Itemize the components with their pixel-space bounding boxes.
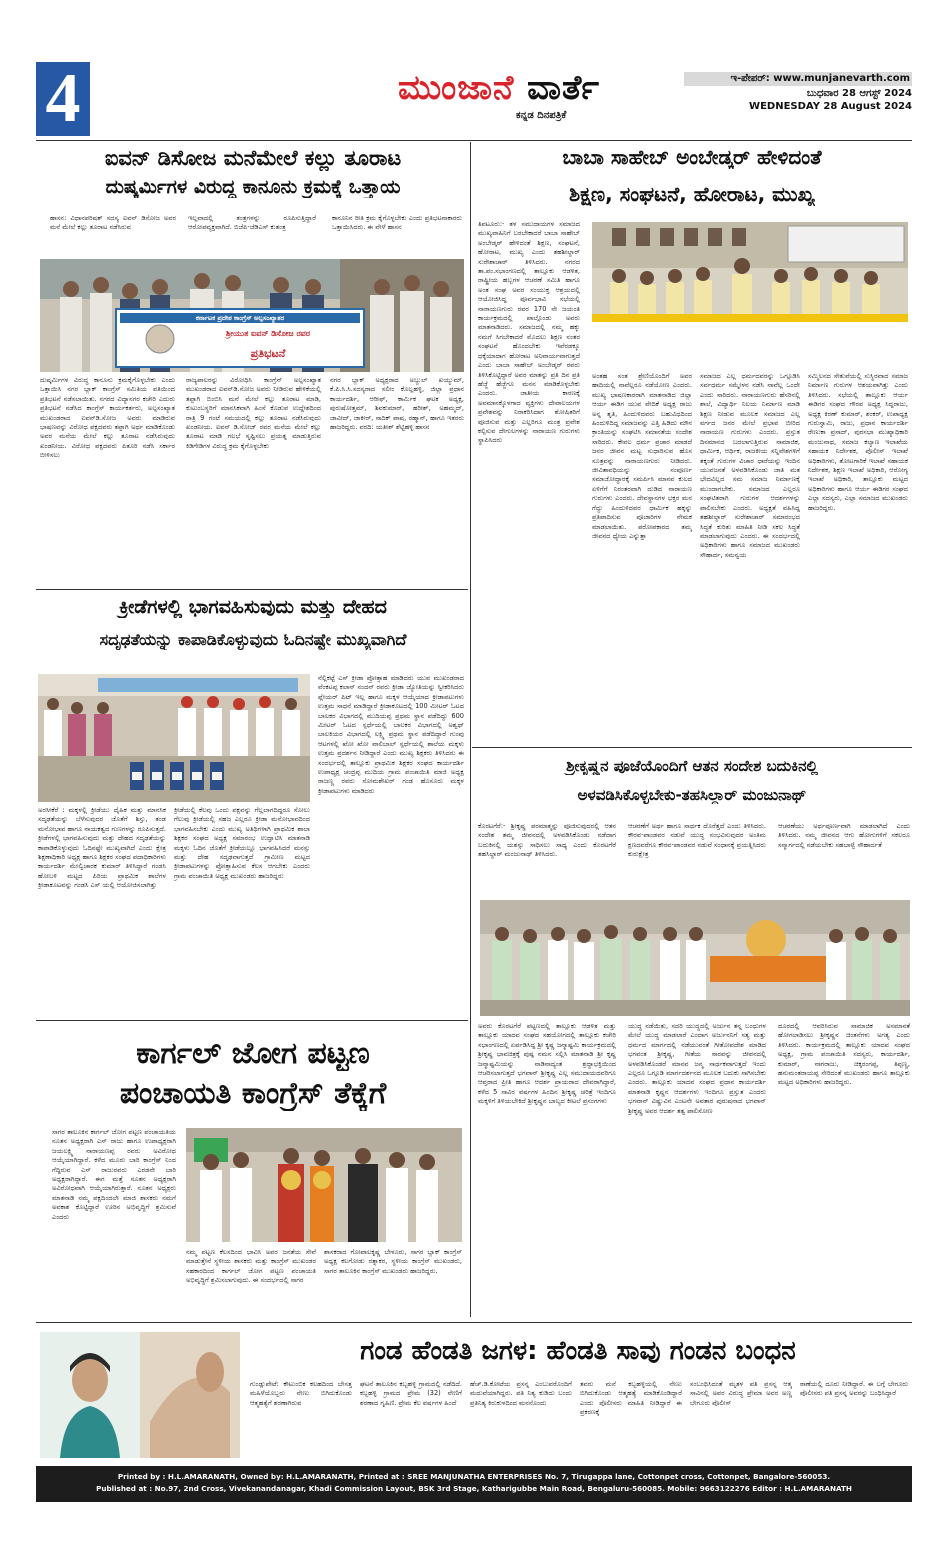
banner-line-3: ಪ್ರತಿಭಟನೆ: [250, 347, 286, 360]
masthead: [36, 60, 912, 138]
ivan-col-3: ಕಾನೂನಿನ ರೀತಿ ಕ್ರಮ ಕೈಗೊಳ್ಳಬೇಕು ಎಂದು ಪ್ರತಿಭಟನಾಕಾರರು ಒತ್ತಾಯಿಸಿದರು. ಈ ವೇಳೆ ಹಾಸನ: [332, 214, 462, 232]
sports-col-1: ನೆಲ್ಲಿಕಟ್ಟೆ ಎಸ್ ಕ್ರೀಡಾ ಪ್ರೋತ್ಸಾಹ ಮಾಡಿದರು ಯುವ ಮುಖಂಡರಾದ ವೆಂಕಟಪ್ಪ ಕಲಾನ್ ನಂದನ್ ರವರು ಕ್ರೀಡಾ ಜ್ಯೋತಿಯನ್ನು ಸ್ವೀಕರಿಸಿದರು ಪ್ಲೇಯರ್ ಪಿಟ್ ಇಲ್ಲ ಹಾಗೂ ಮಕ್ಕಳ ಆಯ್ಕೆಯಾದ ಕ್ರೀಡಾಪಟುಗಳು ಉತ್ತಮ ಸಾಧನೆ ಮಾಡಿದ್ದಾರೆ ಕ್ರೀಡಾಕೂಟದಲ್ಲಿ 100 ಮೀಟರ್ ಓಟದ ಬಾಲಕರ ವಿಭಾಗದಲ್ಲಿ ಮುದಿಯಪ್ಪ ಪ್ರಥಮ ಸ್ಥಾನ ಪಡೆದಿದ್ದು 600 ಮೀಟರ್ ಓಟದ ಸ್ಪರ್ಧೆಯಲ್ಲಿ ಬಾಲಕರ ವಿಭಾಗದಲ್ಲಿ ಅಶ್ವಥ್ ಬಾಲಕಿಯರ ವಿಭಾಗದಲ್ಲಿ ಲಕ್ಷ್ಮಿ ಪ್ರಥಮ ಸ್ಥಾನ ಪಡೆದಿದ್ದಾರೆ ಗುಂಪು ಆಟಗಳಲ್ಲಿ ಖೋ ಖೋ ವಾಲಿಬಾಲ್ ಸ್ಪರ್ಧೆಯಲ್ಲಿ ಶಾಲೆಯ ಮಕ್ಕಳು ಉತ್ತಮ ಪ್ರದರ್ಶನ ನೀಡಿದ್ದಾರೆ ಎಂದು ಮುಖ್ಯ ಶಿಕ್ಷಕರು ತಿಳಿಸಿದರು ಈ ಸಂದರ್ಭದಲ್ಲಿ ತಾಲ್ಲೂಕು ಪ್ರಾಥಮಿಕ ಶಿಕ್ಷಕರ ಸಂಘದ ಕಾರ್ಯದರ್ಶಿ ಉಪಾಧ್ಯಕ್ಷ ಚಂದ್ರಪ್ಪ ಮುದಿಯ ಗ್ರಾಮ ಪಂಚಾಯಿತಿ ಮಾಜಿ ಅಧ್ಯಕ್ಷ ರಾಜಣ್ಣ ರವರು ಸೋಮಶೇಖರ್ ಗಂಡ ಹೊಸೂರು ಮಕ್ಕಳ ಕ್ರೀಡಾಪಟುಗಳು ಮಾಡಿದರು: [318, 674, 464, 795]
sports-photo-graphic: [38, 674, 310, 802]
masthead-rule: [36, 140, 912, 141]
krishna-col-2: ಆಚರಣೆಗೆ ಅರ್ಥ ಹಾಗೂ ಸಾರ್ಥಕ ದೊರೆತ್ತದೆ ಎಂದು ತಿಳಿಸಿದರು. ಕೌರವ-ಪಾಂಡವರ ನಡುವೆ ಯುದ್ಧ ಸಂಭವಿಸುವುದರ ಅಂತಿಮ ಕ್ಷಣದವರೆಗೂ ಕೌರವ-ಪಾಂಡವರ ನಡುವೆ ಸಂಧಾನಕ್ಕೆ ಪ್ರಯತ್ನಿಸಿದರು ಕುರುಕ್ಷೇತ್ರ: [628, 822, 766, 859]
bottom-story-rule: [36, 1322, 912, 1323]
sports-headline-1: ಕ್ರೀಡೆಗಳಲ್ಲಿ ಭಾಗವಹಿಸುವುದು ಮತ್ತು ದೇಹದ: [119, 596, 387, 618]
ambedkar-headline-1: ಬಾಬಾ ಸಾಹೇಬ್ ಅಂಬೇಡ್ಕರ್ ಹೇಳಿದಂತೆ: [562, 145, 822, 169]
ivan-col-4: ದುಷ್ಕರ್ಮಿಗಳ ವಿರುದ್ಧ ಕಾನೂನು ಕ್ರಮಕೈಗೊಳ್ಳಬೇಕು ಎಂದು ಒತ್ತಾಯಿಸಿ ನಗರ ಬ್ಲಾಕ್ ಕಾಂಗ್ರೆಸ್ ಸಮಿತಿಯ ವತಿಯಿಂದ ಪ್ರತಿಭಟನೆ ನಡೆಸಲಾಯಿತು. ನಗರದ ವಿದ್ಯಾನಗರ ಕಚೇರಿ ಎದುರು ಪ್ರತಿಭಟನೆ ನಡೆಸಿದ ಕಾಂಗ್ರೆಸ್ ಕಾರ್ಯಕರ್ತರು, ಅಲ್ಪಸಂಖ್ಯಾತ ಮುಖಂಡರಾದ ಐವನ್‌ಡಿ.ಸೋಜ ಅವರು ಮಾಡಿರುವ ಭಾಷಣವನ್ನು ವಿರೋಧ ಪಕ್ಷದವರು ತಪ್ಪಾಗಿ ಅರ್ಥ ಮಾಡಿಕೊಂಡು ಅವರ ಮನೆಯ ಮೇಲೆ ಕಲ್ಲು ತೂರಾಟ ನಡೆಸಿರುವುದು ಖಂಡನೀಯ. ವಿರೋಧ ಪಕ್ಷದವರು ಪಿತೂರಿ ನಡೆಸಿ ಸರ್ಕಾರ ಬೀಳಿಸಲು: [40, 376, 175, 460]
banner-line-2: ಶ್ರೀಯುತ ಐವನ್ ಡಿಸೋಜ ರವರ: [225, 329, 311, 338]
edition-info: [684, 72, 912, 132]
ganda-col-4: ತವರು ಮನೆ ಕಬ್ಬಹಳ್ಳಿಯಲ್ಲಿ ನೇಣು ಬಿಗಿದುಕೊಂಡು ಆತ್ಮಹತ್ಯೆ ಮಾಡಿಕೊಂಡಿದ್ದಾರೆ ಎಂದು ಪೊಲೀಸರು ಮಾಹಿತಿ ನೀಡಿದ್ದಾರೆ ಈ ಪ್ರಕರಣಕ್ಕೆ: [580, 1380, 682, 1417]
story-divider-right-1: [472, 747, 912, 748]
ganda-col-2: ಘಟನೆ ತಾಲೂಕಿನ ಕಬ್ಬಹಳ್ಳಿ ಗ್ರಾಮದಲ್ಲಿ ನಡೆದಿದೆ. ಕಬ್ಬಹಳ್ಳಿ ಗ್ರಾಮದ ಪ್ರೇಮ (32) ನೇಣಿಗೆ ಶರಣಾದ ಗೃಹಿಣಿ. ಪ್ರೇಮ ಕೆಲ ವರ್ಷಗಳ ಹಿಂದೆ: [360, 1380, 462, 1407]
krishna-col-3: ಆಚರಣೆಯು ಅರ್ಥಪೂರ್ಣವಾಗಿ ಮಾಡಲಾಗಿದೆ ಎಂದು ತಿಳಿಸಿದರು. ನಮ್ಮ ಜೀವನದ ಆಗು ಹೋಗುಗಳಿಗೆ ಸಕಲರೂ ಸನ್ಮಾರ್ಗದಲ್ಲಿ ನಡೆಯಬೇಕು ಸಹಬಾಳ್ವೆ ಸೌಹಾರ್ದತೆ: [778, 822, 910, 849]
kargal-headline-2: ಪಂಚಾಯತಿ ಕಾಂಗ್ರೆಸ್ ತೆಕ್ಕೆಗೆ: [119, 1076, 387, 1111]
ambedkar-col-1: ತಿಪಟೂರು:- ತಳ ಸಮುದಾಯಗಳ ಸಮಾಜದ ಮುಖ್ಯವಾಹಿನಿಗೆ ಬರಬೇಕಾದರೆ ಬಾಬಾ ಸಾಹೇಬ್ ಅಂಬೇಡ್ಕರ್ ಹೇಳಿದಂತೆ ಶಿಕ್ಷಣ, ಸಂಘಟನೆ, ಹೋರಾಟ, ಮುಖ್ಯ ಎಂದು ತಹಶೀಲ್ದಾರ್ ಸುರೇಶಾಚಾರ್ ತಿಳಿಸಿದರು. ನಗರದ ತಾ.ಪಂ.ಸಭಾಂಗಣದಲ್ಲಿ ತಾಲ್ಲೂಕು ಆಡಳಿತ, ರಾಷ್ಟ್ರೀಯ ಹಬ್ಬಗಳ ಆಚರಣೆ ಸಮಿತಿ ಹಾಗೂ ಅಂತ ಸಂಘ ಅವರ ಸಂಯುಕ್ತ ಆಶ್ರಯದಲ್ಲಿ ಆಯೋಜಿಸಿದ್ದ ಪೂರ್ವಭಾವಿ ಸಭೆಯಲ್ಲಿ ನಾರಾಯಣಗುರು ರವರ 170 ನೇ ಜಯಂತಿ ಕಾರ್ಯಕ್ರಮದಲ್ಲಿ ಪಾಲ್ಗೊಂಡು ಅವರು ಮಾತನಾಡಿದರು. ಸಮಾಜದಲ್ಲಿ ನಮ್ಮ ಹಕ್ಕು ನಮಗೆ ಸಿಗಬೇಕಾದರೆ ಮೊದಲು ಶಿಕ್ಷಣ ನಂತರ ಸಂಘಟನೆ ಹೊಂದಬೇಕು ಇವೆರಡಕ್ಕೂ ಧಕ್ಕೆಯಾದಾಗ ಹೋರಾಟ ಅನಿವಾರ್ಯವಾಗುತ್ತದೆ ಎಂದು ಬಾಬಾ ಸಾಹೇಬ್ ಅಂಬೇಡ್ಕರ್ ರವರು ತಿಳಿಸಿಕೊಟ್ಟಿದ್ದಾರೆ ಅವರ ಮಾತನ್ನು ಪ್ರತಿ ದಿನ ಪ್ರತಿ ಹೆಜ್ಜೆ ಹೆಜ್ಜೆಗೂ ಮನನ ಮಾಡಿಕೊಳ್ಳಬೇಕು ಎಂದರು. ಜಾತೀಯ ಕಾರಣಕ್ಕೆ ಅವಮಾನಕ್ಕೊಳಗಾದ ವ್ಯಕ್ತಿಗಳು ದೇವಾಲಯಗಳ ಪ್ರವೇಶವನ್ನು ನಿರಾಕರಿಸಿದಾಗ ಶೋಷಿತರಿಗೆ ಪೂಜಿಸುವ ಮತ್ತು ಎಲ್ಲರಿಗೂ ಮಂತ್ರ ಪ್ರವೇಶ ಕಲ್ಪಿಸುವ ದೇಗುಲಗಳನ್ನು ನಾರಾಯಣ ಗುರುಗಳು ಸ್ಥಾಪಿಸಿದರು: [478, 220, 580, 445]
sports-col-2: ಅರಸೀಕೆರೆ : ಮಕ್ಕಳಲ್ಲಿ ಕ್ರೀಡೆಯು ದೈಹಿಕ ಮತ್ತು ಮಾನಸಿಕ ಸದೃಢತೆಯನ್ನು ಬೆಳೆಸುವುದರ ಜೊತೆಗೆ ಶಿಸ್ತು, ತಂಡ ಮನೋಭಾವ ಹಾಗೂ ನಾಯಕತ್ವದ ಗುಣಗಳನ್ನು ರೂಪಿಸುತ್ತದೆ. ಕ್ರೀಡೆಗಳಲ್ಲಿ ಭಾಗವಹಿಸುವುದು ಮತ್ತು ದೇಹದ ಸದೃಢತೆಯನ್ನು ಕಾಪಾಡಿಕೊಳ್ಳುವುದು ಓದಿನಷ್ಟೇ ಮುಖ್ಯವಾಗಿದೆ ಎಂದು ಕ್ಷೇತ್ರ ಶಿಕ್ಷಣಾಧಿಕಾರಿ ಅಧ್ಯಕ್ಷ ಹಾಗೂ ಶಿಕ್ಷಕರ ಸಂಘದ ಪದಾಧಿಕಾರಿಗಳು ಕಾರ್ಯದರ್ಶಿ ಮೇಲ್ವಿಚಾರಕ ಕುಮಾರ್ ತಿಳಿಸಿದ್ದಾರೆ ಗಂಡಸಿ ಹೋಬಳಿ ಮಟ್ಟದ ಪಿರಿಯ ಪ್ರಾಥಮಿಕ ಶಾಲೆಗಳ ಕ್ರೀಡಾಕೂಟವನ್ನು ಗಂಡಸಿ ಎಸ್ ಯಲ್ಲಿ ಆಯೋಜಿಸಲಾಗಿತ್ತು: [38, 806, 166, 890]
ambedkar-headline-2: ಶಿಕ್ಷಣ, ಸಂಘಟನೆ, ಹೋರಾಟ, ಮುಖ್ಯ: [569, 182, 815, 206]
date-english: WEDNESDAY 28 August 2024: [749, 101, 912, 112]
krishna-headline-2: ಅಳವಡಿಸಿಕೊಳ್ಳಬೇಕು-ತಹಸಿಲ್ದಾರ್ ಮಂಜುನಾಥ್: [577, 786, 807, 804]
ambedkar-col-3: ಸಮಾಜದ ಎಲ್ಲ ಧರ್ಮದವರನ್ನು ಒಗ್ಗೂಡಿಸಿ ಸರ್ವಧರ್ಮ ಸಮ್ಮೇಳನ ನಡೆಸಿ ನಾವೆಲ್ಲ ಒಂದೇ ಎಂದು ಸಾರಿದರು. ನಾರಾಯಣಗುರು ಹೆಸರಿನಲ್ಲಿ ಶಾಲೆ, ವಿದ್ಯಾರ್ಥಿ ನಿಲಯ ನಿರ್ಮಾಣ ಮಾಡಿ ಶಿಕ್ಷಣ ನೀಡುವ ಮೂಲಕ ಸಮಾಜದ ಎಲ್ಲ ವರ್ಗದ ಜನರ ಮೇಲೆ ಪ್ರಭಾವ ಬೀರಿದ ನಾರಾಯಣ ಗುರುಗಳು ಎಂದರು. ಪ್ರಸ್ತುತ ದಿನಮಾನದ ಬದಲಾಗುತ್ತಿರುವ ಸಾಮಾಜಿಕ, ಧಾರ್ಮಿಕ, ಆರ್ಥಿಕ, ರಾಜಕೀಯ ಸನ್ನಿವೇಶಗಳಿಗೆ ತಕ್ಕಂತೆ ಗುರುಗಳ ವಿಚಾರ ಧಾರೆಯನ್ನು ಇಂದಿನ ಯುವಜನತೆ ಅಳವಡಿಸಿಕೊಂಡು ಜಾತಿ ಮತ ಭೇದವಿಲ್ಲದ ಸಮ ಸಮಾಜ ನಿರ್ಮಾಣಕ್ಕೆ ಮುಂದಾಗಬೇಕು. ಸಮಾಜದ ಎಲ್ಲರೂ ಸಂಘಟಿತರಾಗಿ ಗುರುಗಳ ಆದರ್ಶಗಳನ್ನು ಪಾಲಿಸಬೇಕು ಎಂದರು. ಅಧ್ಯಕ್ಷತೆ ವಹಿಸಿದ್ದ ತಹಶೀಲ್ದಾರ್ ಸುರೇಶಾಚಾರ್ ಸಮಾರಂಭದ ಸಿದ್ಧತೆ ಕುರಿತು ಮಾಹಿತಿ ನೀಡಿ ಸಕಲ ಸಿದ್ಧತೆ ಮಾಡಲಾಗುವುದು ಎಂದರು. ಈ ಸಂದರ್ಭದಲ್ಲಿ ಅಧಿಕಾರಿಗಳು ಹಾಗೂ ಸಮಾಜದ ಮುಖಂಡರು ಸೌಹಾರ್ದ, ಸಮನ್ವಯ: [700, 372, 800, 559]
meeting-photo-graphic: [592, 222, 908, 366]
epaper-url[interactable]: ಇ-ಪೇಪರ್: www.munjanevarth.com: [684, 72, 912, 86]
imprint-line-2: Published at : No.97, 2nd Cross, Vivekanandanagar, Khadi Commission Layout, BSK 3rd Stage, Katharigubbe Main Road, Bengaluru-560085. Mobile: 9663122276 Editor : H.L.AMARANATH: [96, 1484, 852, 1493]
kargal-col-1: ಸಾಗರ ತಾಲೂಕಿನ ಕಾರ್ಗಲ್ ಜೋಗ ಪಟ್ಟಣ ಪಂಚಾಯತಿಯ ನೂತನ ಅಧ್ಯಕ್ಷರಾಗಿ ಎಸ್ ರಾಜು ಹಾಗೂ ಉಪಾಧ್ಯಕ್ಷರಾಗಿ ಜಯಲಕ್ಷ್ಮಿ ನಾರಾಯಣಪ್ಪ ರವರು ಅವಿರೋಧ ಆಯ್ಕೆಯಾಗಿದ್ದಾರೆ. ಕಳೆದ ಮೂರು ಬಾರಿ ಕಾಂಗ್ರೆಸ್ ನಿಂದ ಗೆದ್ದಿರುವ ಎಸ್ ರಾಜುರವರು ಎರಡನೇ ಬಾರಿ ಅಧ್ಯಕ್ಷರಾಗಿದ್ದಾರೆ. ಈಗ ಮತ್ತೆ ನೂತನ ಅಧ್ಯಕ್ಷರಾಗಿ ಅವಿರೋಧವಾಗಿ ಆಯ್ಕೆಯಾಗಿರುತ್ತಾರೆ. ನೂತನ ಅಧ್ಯಕ್ಷರು ಮಾತನಾಡಿ ನಮ್ಮ ಪಕ್ಷದಿಂದಲೇ ಮಾಜಿ ಶಾಸಕರು ನಮಗೆ ಅವಕಾಶ ಕೊಟ್ಟಿದ್ದಾರೆ ಊರಿನ ಅಭಿವೃದ್ಧಿಗೆ ಶ್ರಮಿಸುವೆ ಎಂದರು: [52, 1128, 176, 1221]
krishna-col-1: ಕೊರಟಗೆರೆ:- ಶ್ರೀಕೃಷ್ಣ ಪರಮಾತ್ಮನ್ನು ಪೂಜಿಸುವುದರಲ್ಲಿ ಆತನ ಸಂದೇಶ ತಮ್ಮ ಜೀವನದಲ್ಲಿ ಅಳವಡಿಸಿಕೊಂಡು ನಡೆದಾಗ ಬದುಕಿನಲ್ಲಿ ಯಶಸ್ಸು ಸಾಧಿಸಲು ಸಾಧ್ಯ ಎಂದು ಕೊರಟಗೆರೆ ತಹಸಿಲ್ದಾರ್ ಮಂಜುನಾಥ್ ತಿಳಿಸಿದರು.: [478, 822, 616, 859]
imprint-line-1: Printed by : H.L.AMARANATH, Owned by: H.L.AMARANATH, Printed at : SREE MANJUNATHA ENTERPRISES No. 7, Tirugappa lane, Cottonpet cross, Cottonpet, Bangalore-560053.: [117, 1472, 831, 1481]
ganda-headline: ಗಂಡ ಹೆಂಡತಿ ಜಗಳ: ಹೆಂಡತಿ ಸಾವು ಗಂಡನ ಬಂಧನ: [360, 1336, 796, 1366]
felicitation-photo-graphic: [186, 1128, 462, 1242]
krishna-col-5: ಯುದ್ಧ ನಡೆಯಿತು, ಸದರಿ ಯುದ್ಧದಲ್ಲಿ ಅರ್ಜುನ ತನ್ನ ಬಂಧುಗಳ ಮೇಲೆ ಯುದ್ಧ ಮಾಡಲಾರೆ ಎಂದಾಗ ಅರ್ಜುನನಿಗೆ ಸತ್ಯ ಮತ್ತು ಧರ್ಮದ ಮಾರ್ಗದಲ್ಲಿ ನಡೆಯುವಂತೆ ಗೀತೋಪದೇಶ ಮಾಡಿದ ಭಗವಂತ ಶ್ರೀಕೃಷ್ಣ, ಗೀತೆಯ ಸಾರವನ್ನು ಜೀವನದಲ್ಲಿ ಅಳವಡಿಸಿಕೊಂಡರೆ ಮಾನವ ಜನ್ಮ ಸಾರ್ಥಕವಾಗುತ್ತದೆ ಇಂದು ಎಲ್ಲರೂ ಒಗ್ಗೂಡಿ ಮಾರ್ಗದರ್ಶನದ ಮೂಲಕ ಬದುಕು ಸಾಗಿಸಬೇಕು ಎಂದರು. ತಾಲ್ಲೂಕು ಯಾದವ ಸಂಘದ ಪ್ರಧಾನ ಕಾರ್ಯದರ್ಶಿ ಮಾತನಾಡಿ ಕೃಷ್ಣನ ಆದರ್ಶಗಳು ಇಂದಿಗೂ ಪ್ರಸ್ತುತ ಎಂದರು ಭಗವಾನ್ ವಿಷ್ಣುವಿನ ಎಂಟನೇ ಅವತಾರ ಪುರುಷನಾದ ಭಗವಾನ್ ಶ್ರೀಕೃಷ್ಣ ಅವರ ಆದರ್ಶ ತತ್ವ ಪಾಲಿಸೋಣ: [628, 1022, 766, 1115]
ganda-col-5: ಸಂಬಂಧಿಸಿದಂತೆ ಮೃತಳ ಪತಿ ಪ್ರಸನ್ನ ಆತ್ಮ ಸಾವಿನಲ್ಲಿ ಅವರ ವಿರುದ್ಧ ಪ್ರೇಮಾ ಅವರ ಅಣ್ಣ ಬೇಗೂರು ಪೊಲೀಸ್: [690, 1380, 792, 1407]
kargal-headline-1: ಕಾರ್ಗಲ್ ಜೋಗ ಪಟ್ಟಣ: [136, 1036, 370, 1071]
kargal-col-3: ಶಾಸಕರಾದ ಗೋಪಾಲಕೃಷ್ಣ ಬೇಳೂರು, ಸಾಗರ ಬ್ಲಾಕ್ ಕಾಂಗ್ರೆಸ್ ಅಧ್ಯಕ್ಷ ಕಲಗೋಡು ರತ್ನಾಕರ, ಸ್ಥಳೀಯ ಕಾಂಗ್ರೆಸ್ ಮುಖಂಡರು, ಸಾಗರ ತಾಲೂಕಿನ ಕಾಂಗ್ರೆಸ್ ಮುಖಂಡರು ಹಾಜರಿದ್ದರು.: [324, 1248, 462, 1275]
ivan-col-1: ಹಾಸನ: ವಿಧಾನಪರಿಷತ್ ಸದಸ್ಯ ಐವನ್ ಡಿಸೋಜ ಅವರ ಮನೆ ಮೇಲೆ ಕಲ್ಲು ತೂರಾಟ ನಡೆಸಿರುವ: [50, 214, 176, 232]
story-divider-left-2: [36, 1020, 468, 1021]
logo-part-1: ಮುಂಜಾನೆ: [398, 68, 515, 108]
story-divider-left-1: [36, 589, 468, 590]
ganda-col-1: ಗುಂಡ್ಲುಪೇಟೆ: ಕೌಟುಂಬಿಕ ಕಲಹದಿಂದ ಬೇಸತ್ತ ಮಹಿಳೆಯೊಬ್ಬರು ನೇಣು ಬಿಗಿದುಕೊಂಡು ಆತ್ಮಹತ್ಯೆಗೆ ಶರಣಾಗಿರುವ: [250, 1380, 352, 1407]
krishna-col-4: ಅವರು ಕೊರಟಗೆರೆ ಪಟ್ಟಣದಲ್ಲಿ ತಾಲ್ಲೂಕು ಆಡಳಿತ ಮತ್ತು ತಾಲ್ಲೂಕು ಯಾದವ ಸಂಘದ ಸಹಯೋಗದಲ್ಲಿ ತಾಲ್ಲೂಕು ಕಚೇರಿ ಸಭಾಂಗಣದಲ್ಲಿ ಏರ್ಪಡಿಸಿದ್ದ ಶ್ರೀ ಕೃಷ್ಣ ಜನ್ಮಾಷ್ಟಮಿ ಕಾರ್ಯಕ್ರಮದಲ್ಲಿ ಶ್ರೀಕೃಷ್ಣ ಭಾವಚಿತ್ರಕ್ಕೆ ಪುಷ್ಪ ನಮನ ಸಲ್ಲಿಸಿ ಮಾತನಾಡಿ ಶ್ರೀ ಕೃಷ್ಣ ಜನ್ಮಾಷ್ಟಮಿಯನ್ನು ನಾಡಿನಾದ್ಯಂತ ಶ್ರದ್ಧಾಭಕ್ತಿಯಿಂದ ಆಚರಿಸಲಾಗುತ್ತದೆ ಭಗವಾನ್ ಶ್ರೀಕೃಷ್ಣ ಎಲ್ಲ ಸಮುದಾಯದವರಿಗೂ ಆಪ್ತರಾದ ಪ್ರೀತಿ ಹಾಗೂ ಆದರ್ಶ ಪ್ರಾಯರಾದ ದೇವರಾಗಿದ್ದಾರೆ, ಕಳೆದ 5 ಸಾವಿರ ವರ್ಷಗಳ ಹಿಂದಿನ ಶ್ರೀಕೃಷ್ಣ ಚರಿತ್ರೆ ಇಂದಿಗೂ ಮಕ್ಕಳಿಗೆ ತಿಳಿಯಬೇಕಿದೆ ಶ್ರೀಕೃಷ್ಣನ ಬಾಲ್ಯದ ಕೀಟಲೆ ಪ್ರಸಂಗಗಳು: [478, 1022, 616, 1106]
imprint-footer: [36, 1466, 912, 1502]
ivan-col-5: ರಾಜ್ಯಪಾಲರನ್ನು ವಿರೋಧಿಸಿ ಕಾಂಗ್ರೆಸ್ ಅಲ್ಪಸಂಖ್ಯಾತ ಮುಖಂಡರಾದ ಐವನ್‌ಡಿ.ಸೋಜ ಅವರು ನೀಡಿರುವ ಹೇಳಿಕೆಯಲ್ಲಿ ತಪ್ಪಾಗಿ ಬಿಂಬಿಸಿ ಮನೆ ಮೇಲೆ ಕಲ್ಲು ತೂರಾಟ ಮಾಡಿ, ಕುಟುಂಬಸ್ಥರಿಗೆ ಮಾನಸಿಕವಾಗಿ ಹಿಂಸೆ ಕೊಡುವ ಉದ್ದೇಶದಿಂದ ರಾತ್ರಿ 9 ಗಂಟೆ ಸಮಯದಲ್ಲಿ ಕಲ್ಲು ತೂರಾಟ ನಡೆಸಿರುವುದು ಖಂಡನೀಯ. ಐವನ್ ಡಿ.ಸೋಜ್ ರವರ ಮನೆಯ ಮೇಲೆ ಕಲ್ಲು ತೂರಾಟ ಮಾಡಿ ಗಲಭೆ ಸೃಷ್ಟಿಸಲು ಪ್ರಯತ್ನ ಮಾಡುತ್ತಿರುವ ಕಿಡಿಗೇಡಿಗಳ ವಿರುದ್ಧ ಕ್ರಮ ಕೈಗೊಳ್ಳಬೇಕು: [186, 376, 321, 450]
logo-part-2: ವಾರ್ತೆ: [527, 68, 600, 108]
sports-col-3: ಕ್ರೀಡೆಯಲ್ಲಿ ಕೆಲವು ಒಂದು ಪಕ್ಷವನ್ನು ಗೆಲ್ಲಲಾಗದಿದ್ದರೂ ಸೋಲು ಗೆಲುವು ಕ್ರೀಡೆಯಲ್ಲಿ ಸಹಜ ಎಲ್ಲರೂ ಕ್ರೀಡಾ ಮನೋಭಾವದಿಂದ ಭಾಗವಹಿಸಬೇಕು ಎಂದು ಮುಖ್ಯ ಅತಿಥಿಗಳಾಗಿ ಪ್ರಾಥಮಿಕ ಶಾಲಾ ಶಿಕ್ಷಕರ ಸಂಘದ ಅಧ್ಯಕ್ಷ ಸಮಾರಂಭ ಉದ್ಘಾಟಿಸಿ ಮಾತನಾಡಿ ಮಕ್ಕಳು ಓದಿನ ಜೊತೆಗೆ ಕ್ರೀಡೆಯಲ್ಲೂ ಭಾಗವಹಿಸಿದರೆ ಮನಸ್ಸು ಮತ್ತು ದೇಹ ಸದೃಢವಾಗುತ್ತದೆ ಗ್ರಾಮೀಣ ಮಟ್ಟದ ಕ್ರೀಡಾಪಟುಗಳನ್ನು ಪ್ರೋತ್ಸಾಹಿಸುವ ಕೆಲಸ ಆಗಬೇಕು ಎಂದರು ಗ್ರಾಮ ಪಂಚಾಯಿತಿ ಅಧ್ಯಕ್ಷ ಮುಖಂಡರು ಹಾಜರಿದ್ದರು: [174, 806, 310, 880]
ambedkar-col-4: ಸಮ್ಮಿಲನದ ಸೇತುವೆಯಲ್ಲಿ ಸುಸ್ಥಿರವಾದ ಸಮಾಜ ನಿರ್ಮಾಣ ಗುರುಗಳ ಆಶಯವಾಗಿತ್ತು ಎಂದು ತಿಳಿಸಿದರು. ಸಭೆಯಲ್ಲಿ ತಾಲ್ಲೂಕು ಆರ್ಯ ಈಡಿಗರ ಸಂಘದ ಗೌರವ ಅಧ್ಯಕ್ಷ ಸಿದ್ದರಾಜು, ಅಧ್ಯಕ್ಷ ಕಿರಣ್ ಕುಮಾರ್, ಶಂಕರ್, ಉಪಾಧ್ಯಕ್ಷ ಗುರುಸ್ವಾಮಿ, ರಾಜು, ಪ್ರಧಾನ ಕಾರ್ಯದರ್ಶಿ ರೇಣುಕಾ ಪ್ರಸಾದ್, ಪುರಸಭಾ ಮುಖ್ಯಾಧಿಕಾರಿ ಮಂಜುನಾಥ, ಸಮಾಜ ಕಲ್ಯಾಣ ಇಲಾಖೆಯ ಸಹಾಯಕ ನಿರ್ದೇಶಕ, ಪೊಲೀಸ್ ಇಲಾಖೆ ಅಧಿಕಾರಿಗಳು, ತೋಟಗಾರಿಕೆ ಇಲಾಖೆ ಸಹಾಯಕ ನಿರ್ದೇಶಕ, ಶಿಕ್ಷಣ ಇಲಾಖೆ ಅಧಿಕಾರಿ, ಆರೋಗ್ಯ ಇಲಾಖೆ ಅಧಿಕಾರಿ, ತಾಲ್ಲೂಕು ಮಟ್ಟದ ಅಧಿಕಾರಿಗಳು ಹಾಗೂ ಆರ್ಯ ಈಡಿಗರ ಸಂಘದ ಎಲ್ಲಾ ಸದಸ್ಯರು, ಎಲ್ಲಾ ಸಮಾಜದ ಮುಖಂಡರು ಹಾಜರಿದ್ದರು.: [808, 372, 908, 512]
kargal-felicitation-photo: [186, 1128, 462, 1242]
sports-event-photo: [38, 674, 310, 802]
ambedkar-meeting-photo: [592, 222, 908, 366]
sports-headline-2: ಸದೃಢತೆಯನ್ನು ಕಾಪಾಡಿಕೊಳ್ಳುವುದು ಓದಿನಷ್ಟೇ ಮುಖ್ಯವಾಗಿದೆ: [99, 630, 407, 649]
column-divider: [470, 142, 471, 1317]
victim-portrait-photo: [40, 1332, 240, 1458]
kargal-col-2: ನಮ್ಮ ಪಟ್ಟಣ ಕೆಲಸದಿಂದ ಭಾವಿಸಿ ಅವರ ಜನತೆಯ ಸೇವೆ ಮಾಡುತ್ತೇನೆ ಸ್ಥಳೀಯ ಶಾಸಕರು ಮತ್ತು ಕಾಂಗ್ರೆಸ್ ಮುಖಂಡರ ಸಹಕಾರದಿಂದ ಕಾರ್ಗಲ್ ಜೋಗ ಪಟ್ಟಣ ಪಂಚಾಯತಿ ಅಭಿವೃದ್ಧಿಗೆ ಶ್ರಮಿಸಲಾಗುವುದು. ಈ ಸಂದರ್ಭದಲ್ಲಿ ಸಾಗರ: [186, 1248, 316, 1285]
ivan-col-6: ನಗರ ಬ್ಲಾಕ್ ಅಧ್ಯಕ್ಷರಾದ ಅಬ್ದುಲ್ ಖಯ್ಯುಮ್, ಕೆ.ಪಿ.ಸಿ.ಸಿ.ಸದಸ್ಯರಾದ ಸಲೀಂ ಕೊಲ್ಲಹಳ್ಳಿ, ಜಿಲ್ಲಾ ಪ್ರಧಾನ ಕಾರ್ಯದರ್ಶಿ, ಆರೀಫ್, ಕಾರ್ಮಿಕ ಘಟಕ ಅಧ್ಯಕ್ಷ, ಪುರುಷೋತ್ತಮ್, ಶಿವಕುಮಾರ್, ಹರೀಶ್, ಅಹಮ್ಮದ್, ಜಾವೀದ್, ಜಾಕೀರ್, ಸಾದಿಕ್ ಪಾಷ, ರಹ್ಮಾನ್, ಹಾಗೂ ಇತರರು ಹಾಜರಿದ್ದರು. ವರದಿ: ಯತೀಶ್ ಶೆಟ್ಟಿಹಳ್ಳಿ ಹಾಸನ: [330, 376, 464, 432]
banner-line-1: ಕರ್ನಾಟಕ ಪ್ರದೇಶ ಕಾಂಗ್ರೆಸ್ ಅಲ್ಪಸಂಖ್ಯಾತರ: [195, 314, 285, 322]
ganda-col-6: ಠಾಣೆಯಲ್ಲಿ ದೂರು ನೀಡಿದ್ದಾರೆ. ಈ ಬಗ್ಗೆ ಬೇಗೂರು ಪೊಲೀಸರು ಪತಿ ಪ್ರಸನ್ನ ಅವರನ್ನು ಬಂಧಿಸಿದ್ದಾರೆ: [800, 1380, 908, 1398]
krishna-headline-1: ಶ್ರೀಕೃಷ್ಣನ ಪೂಜೆಯೊಂದಿಗೆ ಆತನ ಸಂದೇಶ ಬದುಕಿನಲ್ಲಿ: [566, 757, 818, 775]
ivan-col-2: ಇಲ್ಲವಾದಲ್ಲಿ ತಂತ್ರಗಳನ್ನು ರೂಪಿಸುತ್ತಿದ್ದಾರೆ ಆರೋಪವ್ಯಕ್ತವಾಗಿದೆ. ಬಿಜೆಪಿ-ಜೆಡಿಎಸ್ ಕುತಂತ್ರ: [188, 214, 316, 232]
krishna-ceremony-photo: [480, 900, 910, 1016]
page-number: 4: [36, 62, 90, 136]
ivan-headline-1: ಐವನ್ ಡಿಸೋಜ ಮನೆಮೇಲೆ ಕಲ್ಲು ತೂರಾಟ: [104, 146, 402, 170]
ivan-protest-photo: [40, 259, 464, 372]
paper-logo: [398, 68, 600, 108]
ivan-headline-2: ದುಷ್ಕರ್ಮಿಗಳ ವಿರುದ್ಧ ಕಾನೂನು ಕ್ರಮಕ್ಕೆ ಒತ್ತಾಯ: [105, 176, 401, 198]
krishna-col-6: ದೂರದಲ್ಲಿ ಆವರಿಸಿರುವ ಸಾಮಾಜಿಕ ಅಸಮಾನತೆ ಹೋಗಲಾಡಿಸಲು ಶ್ರೀಕೃಷ್ಣನ ಚಿಂತನೆಗಳು ಅಗತ್ಯ ಎಂದು ತಿಳಿಸಿದರು. ಕಾರ್ಯಕ್ರಮದಲ್ಲಿ ತಾಲ್ಲೂಕು ಯಾದವ ಸಂಘದ ಅಧ್ಯಕ್ಷ, ಗ್ರಾಮ ಪಂಚಾಯಿತಿ ಸದಸ್ಯರು, ಕಾರ್ಯದರ್ಶಿ, ಕುಮಾರ್, ನಾಗರಾಜು, ಚಿಕ್ಕರಂಗಪ್ಪ, ತಿಪ್ಪಣ್ಣ, ಹನುಮಂತರಾಯಪ್ಪ ಸೇರಿದಂತೆ ಮುಖಂಡರು ಹಾಗೂ ತಾಲ್ಲೂಕು ಮಟ್ಟದ ಅಧಿಕಾರಿಗಳು ಹಾಜರಿದ್ದರು.: [778, 1022, 910, 1087]
ganda-col-3: ಹೆಚ್.ಡಿ.ಕೋಟೆಯ ಪ್ರಸನ್ನ ಎಂಬುವರೊಂದಿಗೆ ಮದುವೆಯಾಗಿದ್ದರು. ಪತಿ ನಿತ್ಯ ಕುಡಿದು ಬಂದು ಪ್ರತಿನಿತ್ಯ ಕಿರುಕುಳದಿಂದ ಮನನೊಂದು: [470, 1380, 572, 1407]
ambedkar-col-2: ಅಂತಹ ಸಂತ ಶ್ರೇಣಿಯೊಂದಿಗೆ ಅವರ ಹಾದಿಯಲ್ಲಿ ನಾವೆಲ್ಲರೂ ನಡೆಯೋಣ ಎಂದರು. ಮುಖ್ಯ ಭಾಷಣಕಾರರಾಗಿ ಮಾತನಾಡಿದ ಜಿಲ್ಲಾ ಆರ್ಯ ಈಡಿಗ ಯುವ ವೇದಿಕೆ ಅಧ್ಯಕ್ಷ ರಾಜು ಅನ್ನ ತೃತಿ, ಹಿಂದುಳಿದವರು ಬಹುವಿಧದಿಂದ ಹಿಂದುಳಿದಿದ್ದ ಸಮಾಜವನ್ನು ಎತ್ತಿ ಹಿಡಿದು ಮೌನ ಕ್ರಾಂತಿಯನ್ನು ಸಂಘಟಿಸಿ ಸಮಾನತೆಯ ಸಂದೇಶ ಸಾರಿದರು. ಕೇವಲ ಧರ್ಮ ಪ್ರಚಾರ ಮಾಡದೆ ಜನರ ಜೀವನ ಮಟ್ಟ ಸುಧಾರಿಸುವ ಹೊಸ ಸೂತ್ರವನ್ನು ನಾರಾಯಣಗುರು ನೀಡಿದರು. ಜೀವಿತಾವಧಿಯನ್ನು ಸಂಪೂರ್ಣ ಸಮಾಜೋದ್ಧಾರಕ್ಕೆ ಸಮರ್ಪಿಸಿ ಮಾನವ ಕುಲದ ಏಳಿಗೆಗೆ ನಿರಂತರವಾಗಿ ದುಡಿದ ನಾರಾಯಣ ಗುರುಗಳು ಎಂದರು. ದೇವಸ್ಥಾನಗಳ ಭಕ್ತರ ಮನ ಗೆದ್ದು ಹಿಂದುಳಿದವರ ಧಾರ್ಮಿಕ ಹಕ್ಕನ್ನು ಪ್ರತಿಪಾದಿಸುವ ಪೂಜಾರಿಗಳ ನೇಮಕ ಮಾಡಲಾಯಿತು. ಪರೋಪಕಾರದ ತಮ್ಮ ಜೀವನದ ಧ್ಯೇಯ ಎನ್ನುತ್ತಾ: [592, 372, 692, 540]
ceremony-photo-graphic: [480, 900, 910, 1016]
portrait-photo-graphic: [40, 1332, 240, 1458]
paper-subtitle: ಕನ್ನಡ ದಿನಪತ್ರಿಕೆ: [516, 110, 567, 121]
date-kannada: ಬುಧವಾರ 28 ಆಗಸ್ಟ್ 2024: [806, 88, 912, 99]
